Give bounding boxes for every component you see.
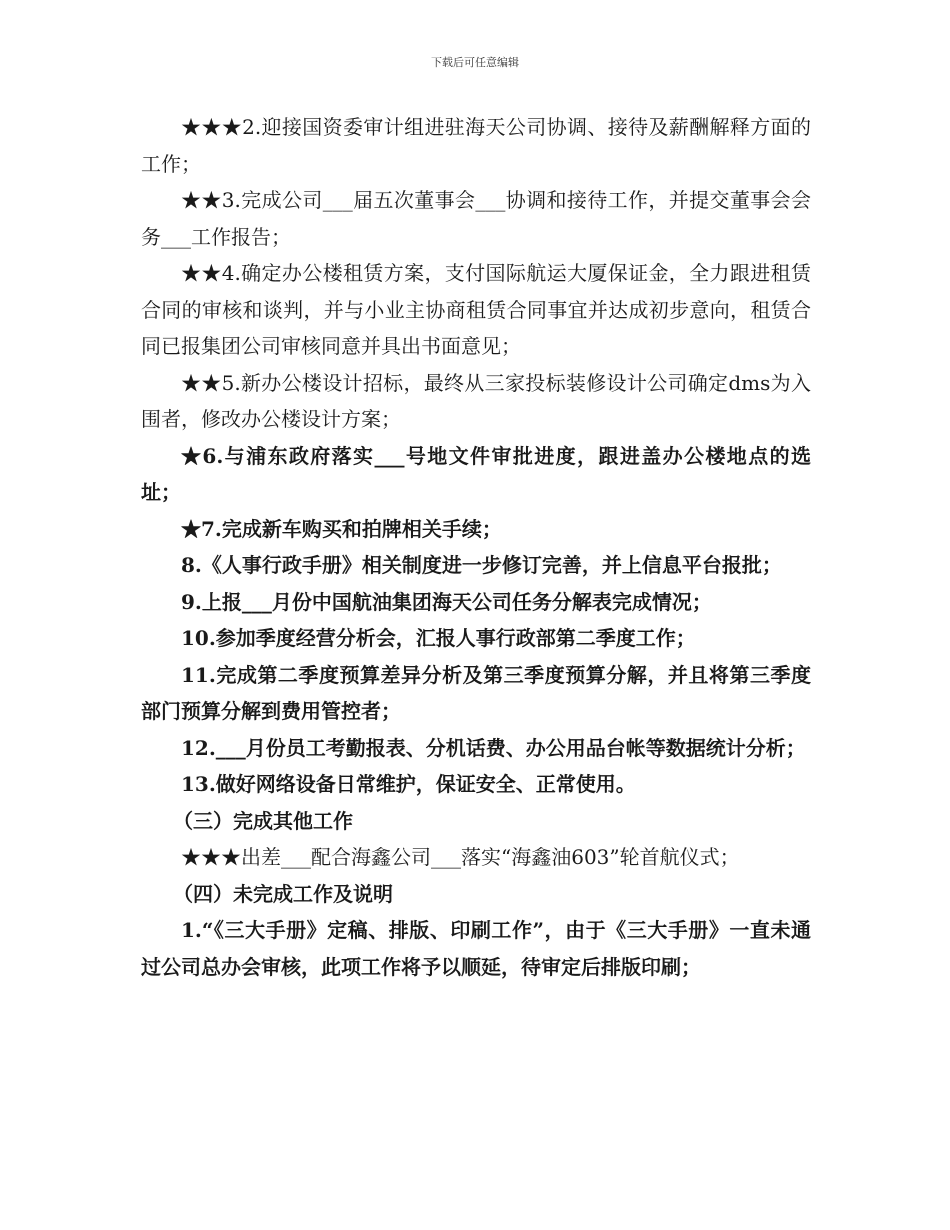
paragraph-item-4: ★★4.确定办公楼租赁方案，支付国际航运大厦保证金，全力跟进租赁合同的审核和谈判，并与小业主协商租赁合同事宜并达成初步意向，租赁合同已报集团公司审核同意并具出书面意见； [141, 261, 811, 358]
paragraph-item-7: ★7.完成新车购买和拍牌相关手续； [181, 516, 502, 541]
paragraph-item-11: 11.完成第二季度预算差异分析及第三季度预算分解，并且将第三季度部门预算分解到费用管控者； [141, 662, 811, 723]
paragraph-item-13: 13.做好网络设备日常维护，保证安全、正常使用。 [181, 772, 636, 796]
paragraph-item-2: ★★★2.迎接国资委审计组进驻海天公司协调、接待及薪酬解释方面的工作； [141, 115, 811, 176]
page-header: 下载后可任意编辑 [431, 56, 519, 69]
paragraph-item-8: 8.《人事行政手册》相关制度进一步修订完善，并上信息平台报批； [181, 553, 782, 577]
section-heading-unfinished-work: （四）未完成工作及说明 [173, 881, 393, 906]
paragraph-unfinished-1: 1.“《三大手册》定稿、排版、印刷工作”，由于《三大手册》一直未通过公司总办会审核，此项工作将予以顺延，待审定后排版印刷； [141, 918, 811, 979]
document-body [141, 109, 811, 985]
paragraph-item-3: ★★3.完成公司___届五次董事会___协调和接待工作，并提交董事会会务___工作报告； [141, 188, 811, 249]
paragraph-item-5: ★★5.新办公楼设计招标，最终从三家投标装修设计公司确定dms为入围者，修改办公楼设计方案； [141, 370, 811, 431]
section-heading-other-work: （三）完成其他工作 [173, 808, 353, 833]
paragraph-business-trip: ★★★出差___配合海鑫公司___落实“海鑫油603”轮首航仪式； [181, 845, 740, 869]
paragraph-item-12: 12.___月份员工考勤报表、分机话费、办公用品台帐等数据统计分析； [181, 735, 806, 760]
paragraph-item-10: 10.参加季度经营分析会，汇报人事行政部第二季度工作； [181, 626, 696, 650]
paragraph-item-6: ★6.与浦东政府落实___号地文件审批进度，跟进盖办公楼地点的选址； [141, 443, 811, 504]
paragraph-item-9: 9.上报___月份中国航油集团海天公司任务分解表完成情况； [181, 589, 712, 614]
